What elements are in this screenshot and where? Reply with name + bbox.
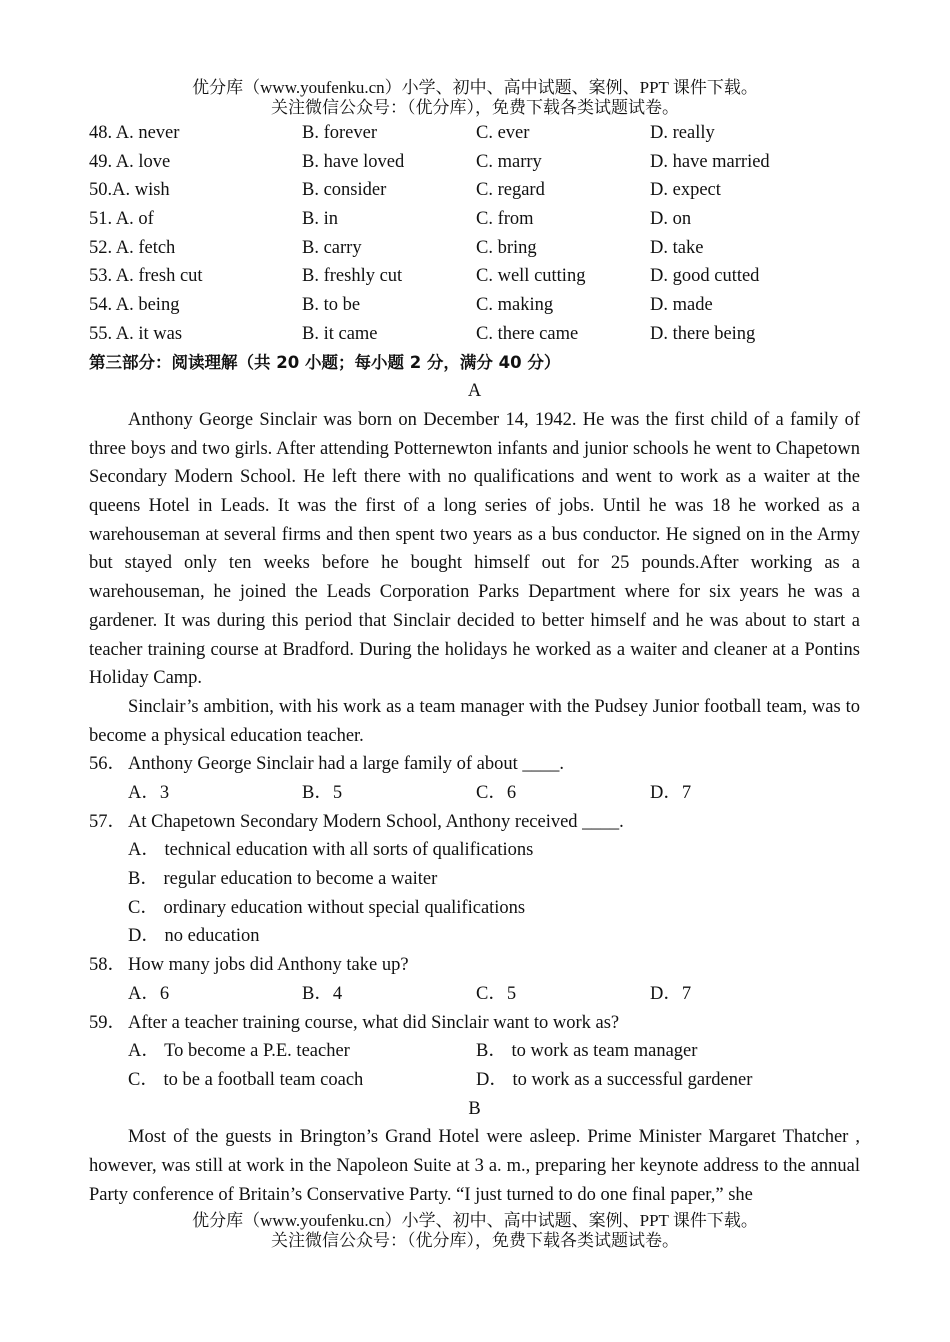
options-59-cd xyxy=(89,1066,860,1095)
option-a: A． To become a P.E. teacher xyxy=(128,1041,350,1062)
option-a: A． technical education with all sorts of qualifications xyxy=(128,840,534,861)
question-text: At Chapetown Secondary Modern School, Anthony received ____. xyxy=(128,811,624,832)
question-58 xyxy=(89,951,860,980)
passage-a-paragraph-1: Anthony George Sinclair was born on December 14, 1942. He was the first child of a family of three boys and two girls. After attending Potternewton infants and junior schools he went to Chapetown Secondary Modern School. He left there with no qualifications and went to work as a waiter at the queens Hotel in Leads. It was the first of a long series of jobs. Until he was 18 he worked as a warehouseman at several firms and then spent two years as a bus conductor. He signed on in the Army but stayed only ten weeks before he bought himself out for 25 pounds.After working as a warehouseman, he joined the Leads Corporation Parks Department where for six years he was a gardener. It was during this period that Sinclair decided to better himself and he was about to start a teacher training course at Bradford. During the holidays he worked as a waiter and cleaner at a Pontins Holiday Camp. xyxy=(89,409,860,689)
header-line-1: 优分库（www.youfenku.cn）小学、初中、高中试题、案例、PPT 课件下载。 xyxy=(192,78,758,97)
question-number: 56． xyxy=(89,754,127,775)
question-number: 59． xyxy=(89,1012,127,1033)
cloze-row: 50.A. wish B. consider C. regard D. expect xyxy=(89,180,721,201)
cloze-row: 52. A. fetch B. carry C. bring D. take xyxy=(89,237,704,258)
option-c: C． to be a football team coach xyxy=(128,1069,364,1090)
options-58 xyxy=(89,980,860,1009)
question-56 xyxy=(89,750,860,779)
cloze-row: 53. A. fresh cut B. freshly cut C. well cutting D. good cutted xyxy=(89,266,760,287)
option-c: C．6 xyxy=(476,783,517,803)
option-b: B． regular education to become a waiter xyxy=(128,869,438,890)
option-c: C．5 xyxy=(476,983,517,1004)
exam-page xyxy=(89,119,860,1209)
cloze-row: 55. A. it was B. it came C. there came D. there being xyxy=(89,323,756,344)
question-text: Anthony George Sinclair had a large family of about ____. xyxy=(128,754,565,775)
option-d: D． to work as a successful gardener xyxy=(476,1069,753,1090)
cloze-row: 51. A. of B. in C. from D. on xyxy=(89,209,692,230)
question-text: How many jobs did Anthony take up? xyxy=(128,955,409,976)
question-59 xyxy=(89,1009,860,1038)
cloze-row: 49. A. love B. have loved C. marry D. have married xyxy=(89,151,770,172)
page-header xyxy=(0,78,950,118)
footer-line-1: 优分库（www.youfenku.cn）小学、初中、高中试题、案例、PPT 课件下载。 xyxy=(192,1211,758,1230)
option-b: B．4 xyxy=(302,983,343,1004)
option-d: D．7 xyxy=(650,983,692,1004)
option-a: A．6 xyxy=(128,983,170,1004)
options-59-ab xyxy=(89,1037,860,1066)
cloze-options xyxy=(89,119,860,349)
passage-a-label: A xyxy=(467,381,482,402)
option-b: B．5 xyxy=(302,783,343,803)
passage-a-paragraph-2: Sinclair’s ambition, with his work as a team manager with the Pudsey Junior football team, was to become a physical education teacher. xyxy=(89,696,860,746)
question-57 xyxy=(89,808,860,837)
options-56 xyxy=(89,779,860,808)
option-a: A．3 xyxy=(128,783,170,803)
header-line-2: 关注微信公众号：（优分库），免费下载各类试题试卷。 xyxy=(271,98,679,117)
passage-b-paragraph-1: Most of the guests in Brington’s Grand Hotel were asleep. Prime Minister Margaret Thatcher , however, was still at work in the Napoleon Suite at 3 a. m., preparing her keynote address to the annual Party conference of Britain’s Conservative Party. “I just turned to do one final paper,” she xyxy=(89,1127,860,1205)
section-title: 第三部分：阅读理解（共 20 小题；每小题 2 分，满分 40 分） xyxy=(89,352,561,372)
option-d: D． no education xyxy=(128,926,260,947)
option-c: C． ordinary education without special qualifications xyxy=(128,897,526,918)
page-footer xyxy=(0,1211,950,1251)
question-text: After a teacher training course, what did Sinclair want to work as? xyxy=(128,1012,620,1033)
option-b: B． to work as team manager xyxy=(476,1041,698,1062)
option-d: D．7 xyxy=(650,783,692,803)
footer-line-2: 关注微信公众号：（优分库），免费下载各类试题试卷。 xyxy=(271,1231,679,1250)
question-number: 58． xyxy=(89,955,127,976)
cloze-row: 54. A. being B. to be C. making D. made xyxy=(89,295,713,316)
cloze-row: 48. A. never B. forever C. ever D. really xyxy=(89,123,715,143)
passage-b-label: B xyxy=(468,1098,481,1119)
question-number: 57． xyxy=(89,811,127,832)
